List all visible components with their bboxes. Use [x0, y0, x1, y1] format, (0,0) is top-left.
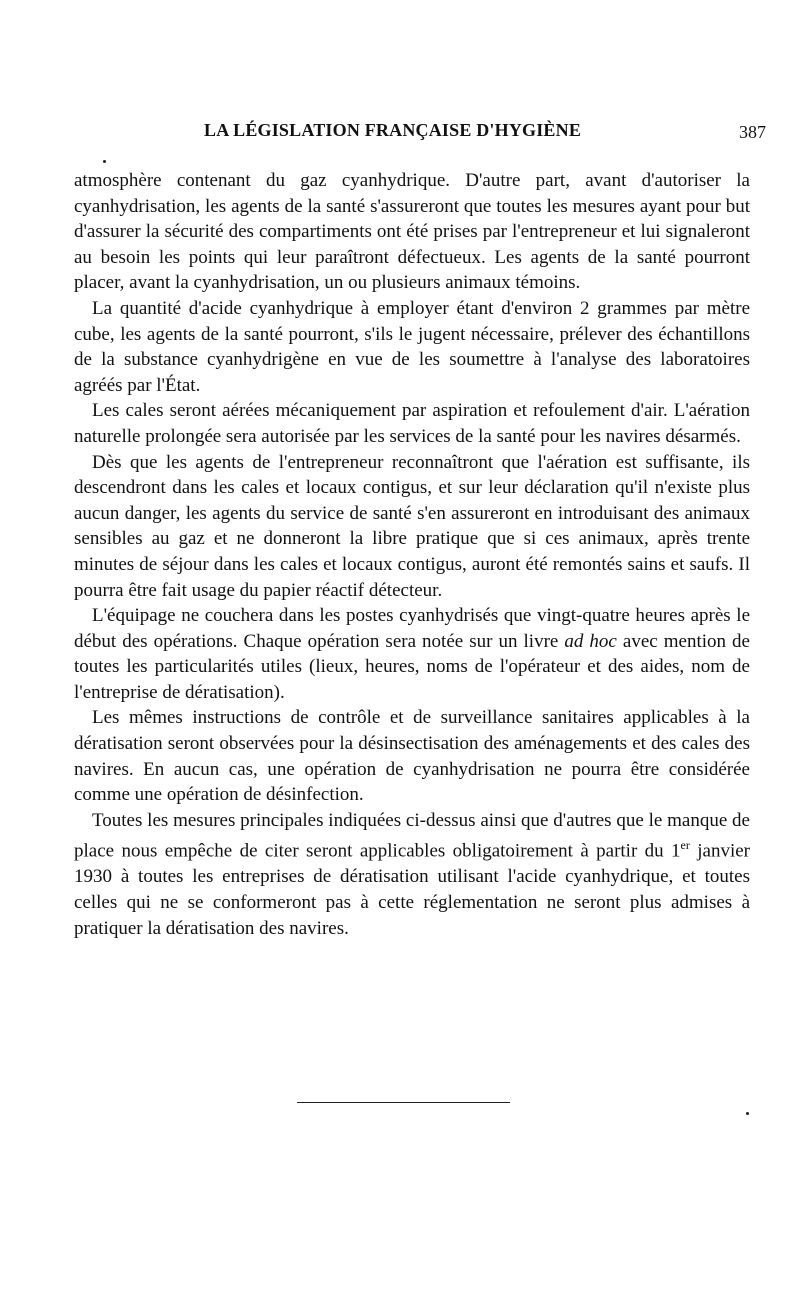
paragraph: La quantité d'acide cyanhydrique à employer étant d'environ 2 grammes par mètre cube, les agents de la santé pourront, s'ils le jugent nécessaire, prélever des échantillons de la substance cyanhydrigène en vue de les soumettre à l'analyse des laboratoires agréés par l'État.: [74, 297, 750, 396]
italic-phrase: ad hoc: [564, 630, 617, 652]
end-rule: [297, 1102, 510, 1103]
paragraph-text: janvier 1930 à toutes les entreprises de dératisation utilisant l'acide cyanhydrique, et toutes celles qui ne se conformeront pas à cette réglementation ne seront plus admises à pratiquer la dératisation des navires.: [74, 840, 750, 939]
running-title: LA LÉGISLATION FRANÇAISE D'HYGIÈNE: [204, 120, 582, 140]
paragraph: [74, 603, 750, 705]
paragraph: atmosphère contenant du gaz cyanhydrique. D'autre part, avant d'autoriser la cyanhydrisation, les agents de la santé s'assureront que toutes les mesures ayant pour but d'assurer la sécurité des compartiments ont été prises par l'entrepreneur et lui signaleront au besoin les points qui leur paraîtront défectueux. Les agents de la santé pourront placer, avant la cyanhydrisation, un ou plusieurs animaux témoins.: [74, 170, 750, 294]
ordinal-superscript: er: [680, 838, 690, 853]
paragraph-text: avec mention de toutes les particularités utiles (lieux, heures, noms de l'opérateur et des aides, nom de l'entreprise de dératisation).: [74, 630, 750, 703]
paragraph-text: L'équipage ne couchera dans les postes cyanhydrisés que vingt-quatre heures après le début des opérations. Chaque opération sera notée sur un livre: [74, 605, 750, 652]
paragraph: Les mêmes instructions de contrôle et de surveillance sanitaires applicables à la dératisation seront observées pour la désinsectisation des aménagements et des cales des navires. En aucun cas, une opération de cyanhydrisation ne pourra être considérée comme une opération de désinfection.: [74, 707, 750, 806]
body-text: [74, 168, 750, 941]
print-speck: [103, 160, 106, 163]
print-speck: [746, 1112, 749, 1115]
paragraph: Les cales seront aérées mécaniquement par aspiration et refoulement d'air. L'aération naturelle prolongée sera autorisée par les services de la santé pour les navires désarmés.: [74, 400, 750, 447]
page-number: 387: [739, 122, 766, 142]
paragraph-text: Toutes les mesures principales indiquées ci-dessus ainsi que d'autres que le manque de place nous empêche de citer seront applicables obligatoirement à partir du 1: [74, 809, 750, 862]
paragraph: [74, 808, 750, 941]
paragraph: Dès que les agents de l'entrepreneur reconnaîtront que l'aération est suffisante, ils descendront dans les cales et locaux contigus, et sur leur déclaration qu'il n'existe plus aucun danger, les agents du service de santé s'en assureront en introduisant des animaux sensibles au gaz et ne donneront la libre pratique que si ces animaux, après trente minutes de séjour dans les cales et locaux contigus, auront été remontés sains et saufs. Il pourra être fait usage du papier réactif détecteur.: [74, 451, 750, 601]
